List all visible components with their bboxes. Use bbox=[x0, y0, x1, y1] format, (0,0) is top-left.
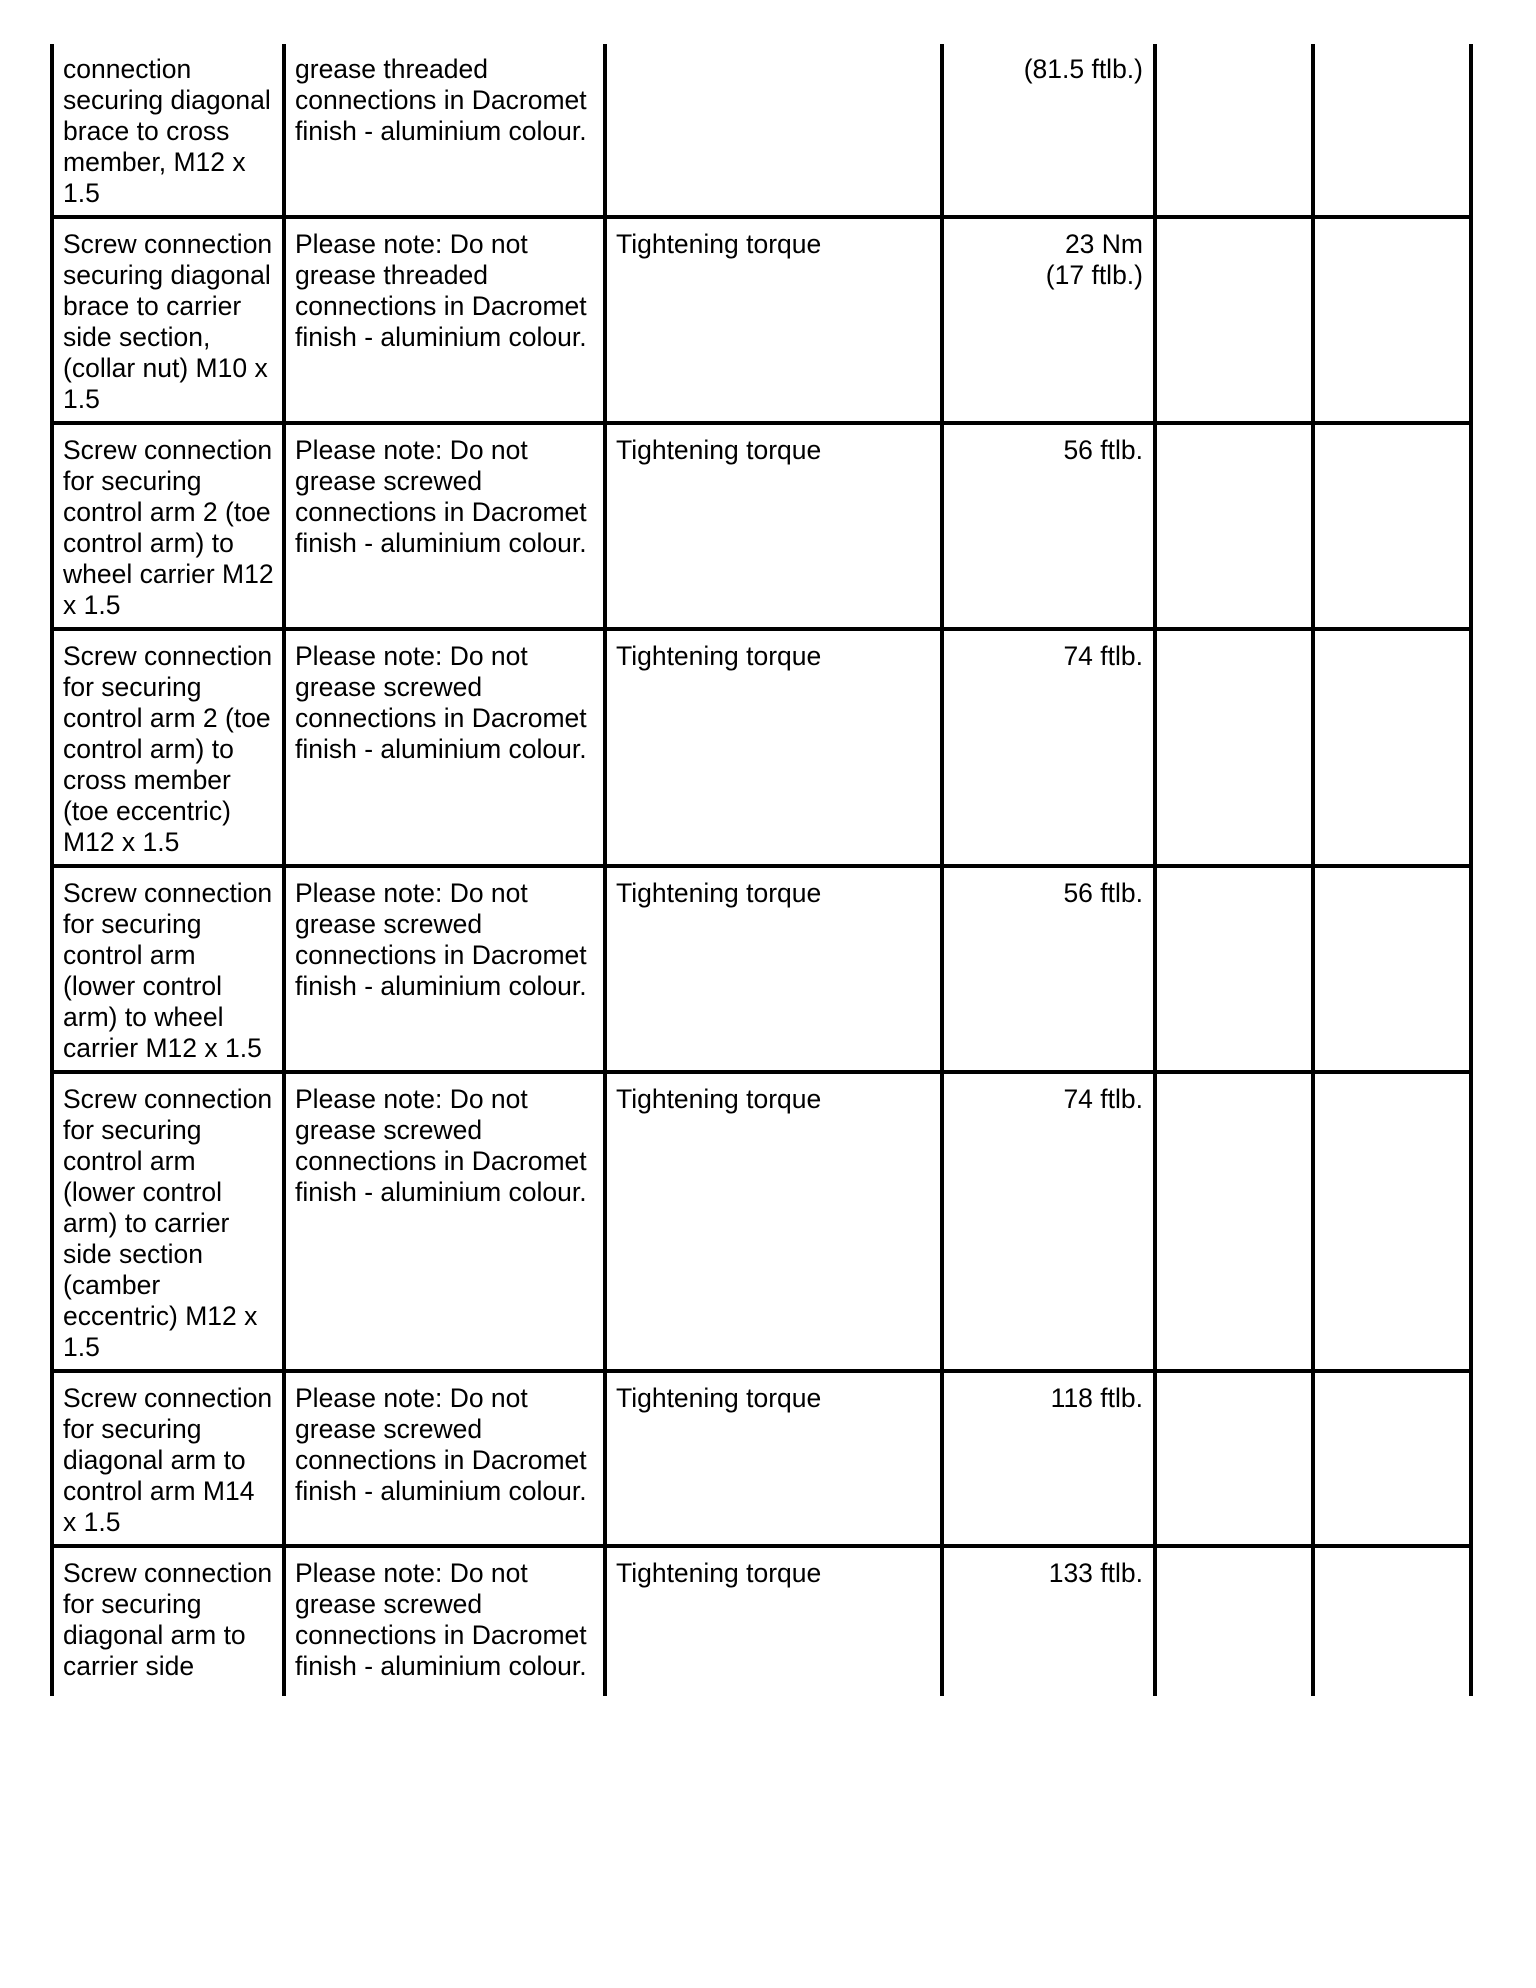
empty-cell bbox=[1155, 423, 1313, 629]
value-cell bbox=[942, 1072, 1155, 1371]
empty-cell bbox=[1313, 217, 1471, 423]
note-text: Please note: Do not grease screwed connections in Dacromet finish - aluminium colour. bbox=[295, 641, 587, 764]
note-text: Please note: Do not grease screwed connections in Dacromet finish - aluminium colour. bbox=[295, 1084, 587, 1207]
note-text: Please note: Do not grease screwed connections in Dacromet finish - aluminium colour. bbox=[295, 1558, 587, 1681]
component-text: Screw connection for securing control arm (lower control arm) to carrier side section (camber eccentric) M12 x 1.5 bbox=[63, 1084, 273, 1362]
component-cell bbox=[52, 217, 284, 423]
value-cell bbox=[942, 423, 1155, 629]
empty-cell bbox=[1313, 629, 1471, 866]
table-row bbox=[52, 44, 1471, 217]
component-cell bbox=[52, 1546, 284, 1696]
spec-cell bbox=[605, 44, 942, 217]
empty-cell bbox=[1155, 44, 1313, 217]
note-cell bbox=[284, 217, 605, 423]
empty-cell bbox=[1155, 629, 1313, 866]
table-row bbox=[52, 866, 1471, 1072]
spec-text: Tightening torque bbox=[616, 1084, 822, 1114]
table-row bbox=[52, 217, 1471, 423]
component-text: Screw connection for securing control arm (lower control arm) to wheel carrier M12 x 1.5 bbox=[63, 878, 273, 1063]
component-text: Screw connection securing diagonal brace to carrier side section, (collar nut) M10 x 1.5 bbox=[63, 229, 273, 414]
value-cell bbox=[942, 1371, 1155, 1546]
spec-cell bbox=[605, 1546, 942, 1696]
note-cell bbox=[284, 423, 605, 629]
value-text: 56 ftlb. bbox=[1063, 435, 1143, 465]
spec-cell bbox=[605, 423, 942, 629]
component-text: Screw connection for securing diagonal arm to carrier side bbox=[63, 1558, 273, 1681]
empty-cell bbox=[1313, 866, 1471, 1072]
component-cell bbox=[52, 44, 284, 217]
value-cell bbox=[942, 217, 1155, 423]
note-text: Please note: Do not grease screwed connections in Dacromet finish - aluminium colour. bbox=[295, 435, 587, 558]
value-text: 74 ftlb. bbox=[1063, 1084, 1143, 1114]
spec-cell bbox=[605, 217, 942, 423]
value-text: 23 Nm (17 ftlb.) bbox=[1045, 229, 1143, 290]
value-cell bbox=[942, 44, 1155, 217]
component-cell bbox=[52, 629, 284, 866]
component-text: Screw connection for securing diagonal arm to control arm M14 x 1.5 bbox=[63, 1383, 273, 1537]
spec-cell bbox=[605, 1371, 942, 1546]
note-cell bbox=[284, 866, 605, 1072]
component-cell bbox=[52, 1371, 284, 1546]
empty-cell bbox=[1155, 217, 1313, 423]
empty-cell bbox=[1313, 423, 1471, 629]
spec-text: Tightening torque bbox=[616, 1558, 822, 1588]
empty-cell bbox=[1155, 1072, 1313, 1371]
component-text: connection securing diagonal brace to cross member, M12 x 1.5 bbox=[63, 54, 271, 208]
value-cell bbox=[942, 1546, 1155, 1696]
value-text: (81.5 ftlb.) bbox=[1023, 54, 1143, 84]
value-cell bbox=[942, 629, 1155, 866]
value-text: 118 ftlb. bbox=[1050, 1383, 1143, 1413]
component-text: Screw connection for securing control arm 2 (toe control arm) to cross member (toe eccentric) M12 x 1.5 bbox=[63, 641, 273, 857]
torque-spec-table bbox=[50, 44, 1473, 1696]
table-row bbox=[52, 1072, 1471, 1371]
note-text: Please note: Do not grease screwed connections in Dacromet finish - aluminium colour. bbox=[295, 878, 587, 1001]
empty-cell bbox=[1155, 1546, 1313, 1696]
component-cell bbox=[52, 1072, 284, 1371]
table-row bbox=[52, 629, 1471, 866]
value-text: 133 ftlb. bbox=[1048, 1558, 1143, 1588]
value-text: 56 ftlb. bbox=[1063, 878, 1143, 908]
spec-cell bbox=[605, 866, 942, 1072]
empty-cell bbox=[1313, 44, 1471, 217]
empty-cell bbox=[1155, 866, 1313, 1072]
value-cell bbox=[942, 866, 1155, 1072]
note-cell bbox=[284, 629, 605, 866]
table-row bbox=[52, 1546, 1471, 1696]
empty-cell bbox=[1313, 1371, 1471, 1546]
note-text: Please note: Do not grease threaded connections in Dacromet finish - aluminium colour. bbox=[295, 229, 587, 352]
spec-text: Tightening torque bbox=[616, 878, 822, 908]
empty-cell bbox=[1313, 1546, 1471, 1696]
empty-cell bbox=[1313, 1072, 1471, 1371]
component-cell bbox=[52, 866, 284, 1072]
note-cell bbox=[284, 1072, 605, 1371]
value-text: 74 ftlb. bbox=[1063, 641, 1143, 671]
spec-text: Tightening torque bbox=[616, 641, 822, 671]
spec-text: Tightening torque bbox=[616, 229, 822, 259]
table-row bbox=[52, 423, 1471, 629]
spec-cell bbox=[605, 629, 942, 866]
empty-cell bbox=[1155, 1371, 1313, 1546]
note-text: grease threaded connections in Dacromet finish - aluminium colour. bbox=[295, 54, 587, 146]
note-cell bbox=[284, 1371, 605, 1546]
table-row bbox=[52, 1371, 1471, 1546]
spec-text: Tightening torque bbox=[616, 1383, 822, 1413]
spec-text: Tightening torque bbox=[616, 435, 822, 465]
component-text: Screw connection for securing control arm 2 (toe control arm) to wheel carrier M12 x 1.5 bbox=[63, 435, 274, 620]
note-cell bbox=[284, 1546, 605, 1696]
spec-cell bbox=[605, 1072, 942, 1371]
component-cell bbox=[52, 423, 284, 629]
note-cell bbox=[284, 44, 605, 217]
note-text: Please note: Do not grease screwed connections in Dacromet finish - aluminium colour. bbox=[295, 1383, 587, 1506]
